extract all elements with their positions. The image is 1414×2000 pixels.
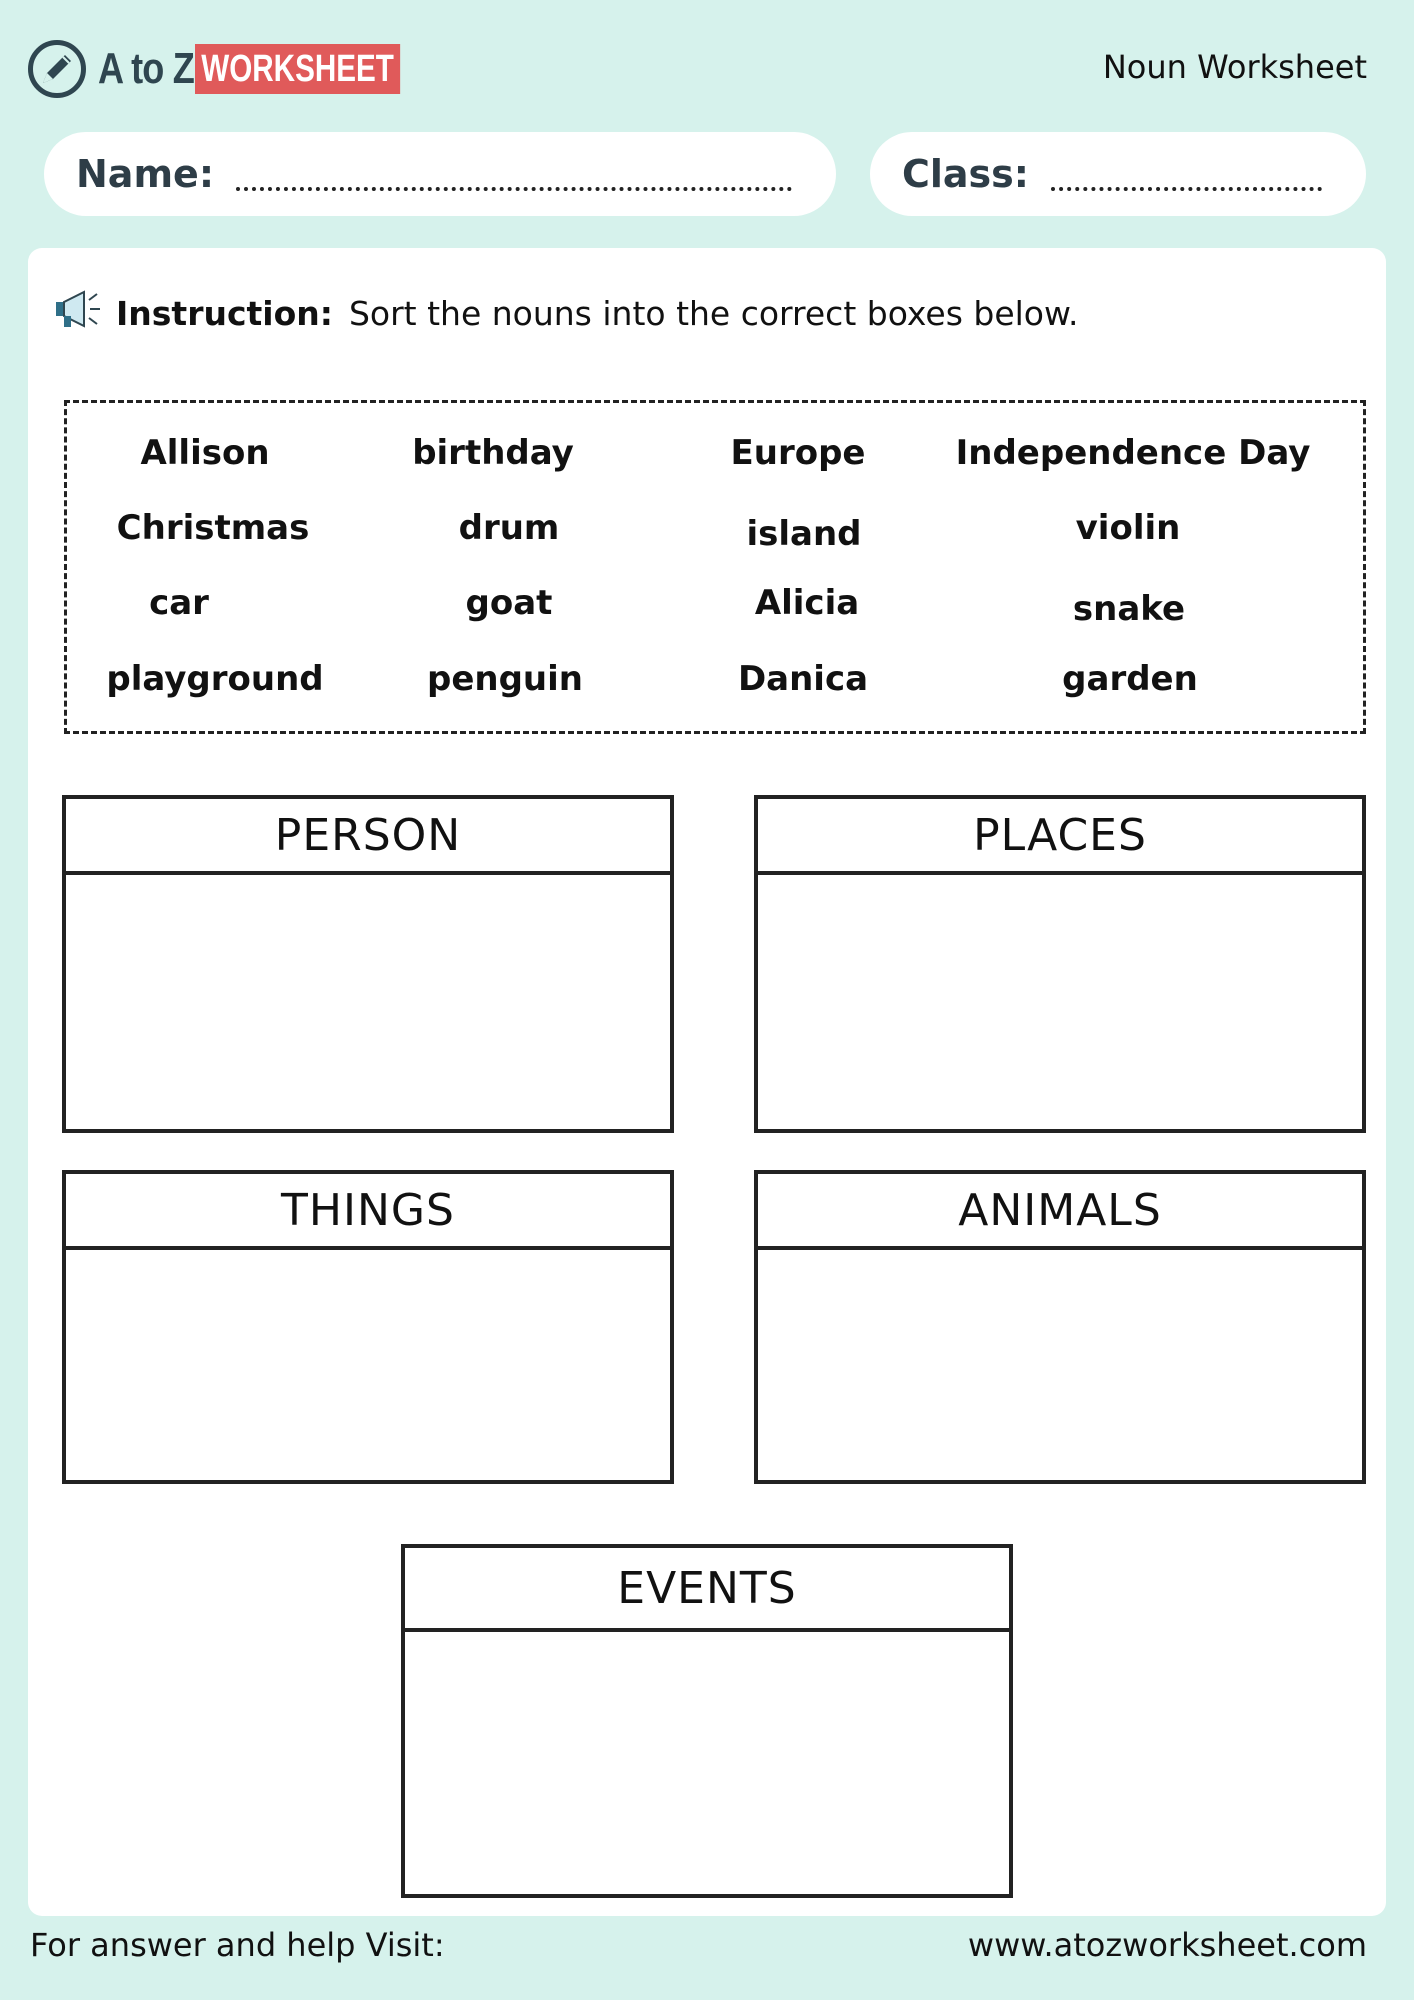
word-item: goat (465, 583, 553, 623)
word-item: car (149, 583, 209, 623)
class-label: Class: (902, 152, 1029, 196)
document-type: Noun Worksheet (1102, 48, 1367, 86)
category-box-person[interactable] (62, 795, 674, 1133)
word-bank (64, 400, 1366, 734)
category-box-things[interactable] (62, 1170, 674, 1484)
category-title: PERSON (66, 799, 670, 875)
name-dotted-line[interactable] (236, 157, 792, 191)
category-title: THINGS (66, 1174, 670, 1250)
category-title: PLACES (758, 799, 1362, 875)
class-dotted-line[interactable] (1051, 157, 1322, 191)
pencil-logo-icon (28, 40, 86, 98)
instruction-text: Sort the nouns into the correct boxes below. (348, 293, 1079, 333)
megaphone-icon (54, 288, 104, 338)
word-item: penguin (426, 659, 584, 699)
word-item: Alicia (754, 583, 860, 623)
category-title: ANIMALS (758, 1174, 1362, 1250)
category-box-events[interactable] (401, 1544, 1013, 1898)
word-item: Danica (737, 659, 869, 699)
instruction (54, 288, 1078, 338)
instruction-label: Instruction: (116, 293, 333, 333)
word-item: playground (106, 659, 324, 699)
footer-help-text: For answer and help Visit: (30, 1926, 445, 1964)
class-field[interactable] (870, 132, 1366, 216)
worksheet-sheet (28, 248, 1386, 1916)
brand-logo (28, 38, 458, 100)
word-item: island (746, 514, 862, 554)
word-item: Independence Day (955, 433, 1311, 473)
category-title: EVENTS (405, 1548, 1009, 1632)
word-item: garden (1062, 659, 1198, 699)
brand-badge: WORKSHEET (195, 44, 400, 94)
word-item: Allison (140, 433, 270, 473)
footer-website-link[interactable]: www.atozworksheet.com (967, 1926, 1367, 1964)
word-item: Christmas (116, 508, 310, 548)
category-box-places[interactable] (754, 795, 1366, 1133)
word-item: violin (1075, 508, 1181, 548)
word-item: drum (458, 508, 560, 548)
word-item: birthday (412, 433, 574, 473)
brand-name: A to Z (98, 44, 194, 93)
word-item: snake (1072, 589, 1186, 629)
category-box-animals[interactable] (754, 1170, 1366, 1484)
name-label: Name: (76, 152, 215, 196)
name-field[interactable] (44, 132, 836, 216)
word-item: Europe (730, 433, 866, 473)
